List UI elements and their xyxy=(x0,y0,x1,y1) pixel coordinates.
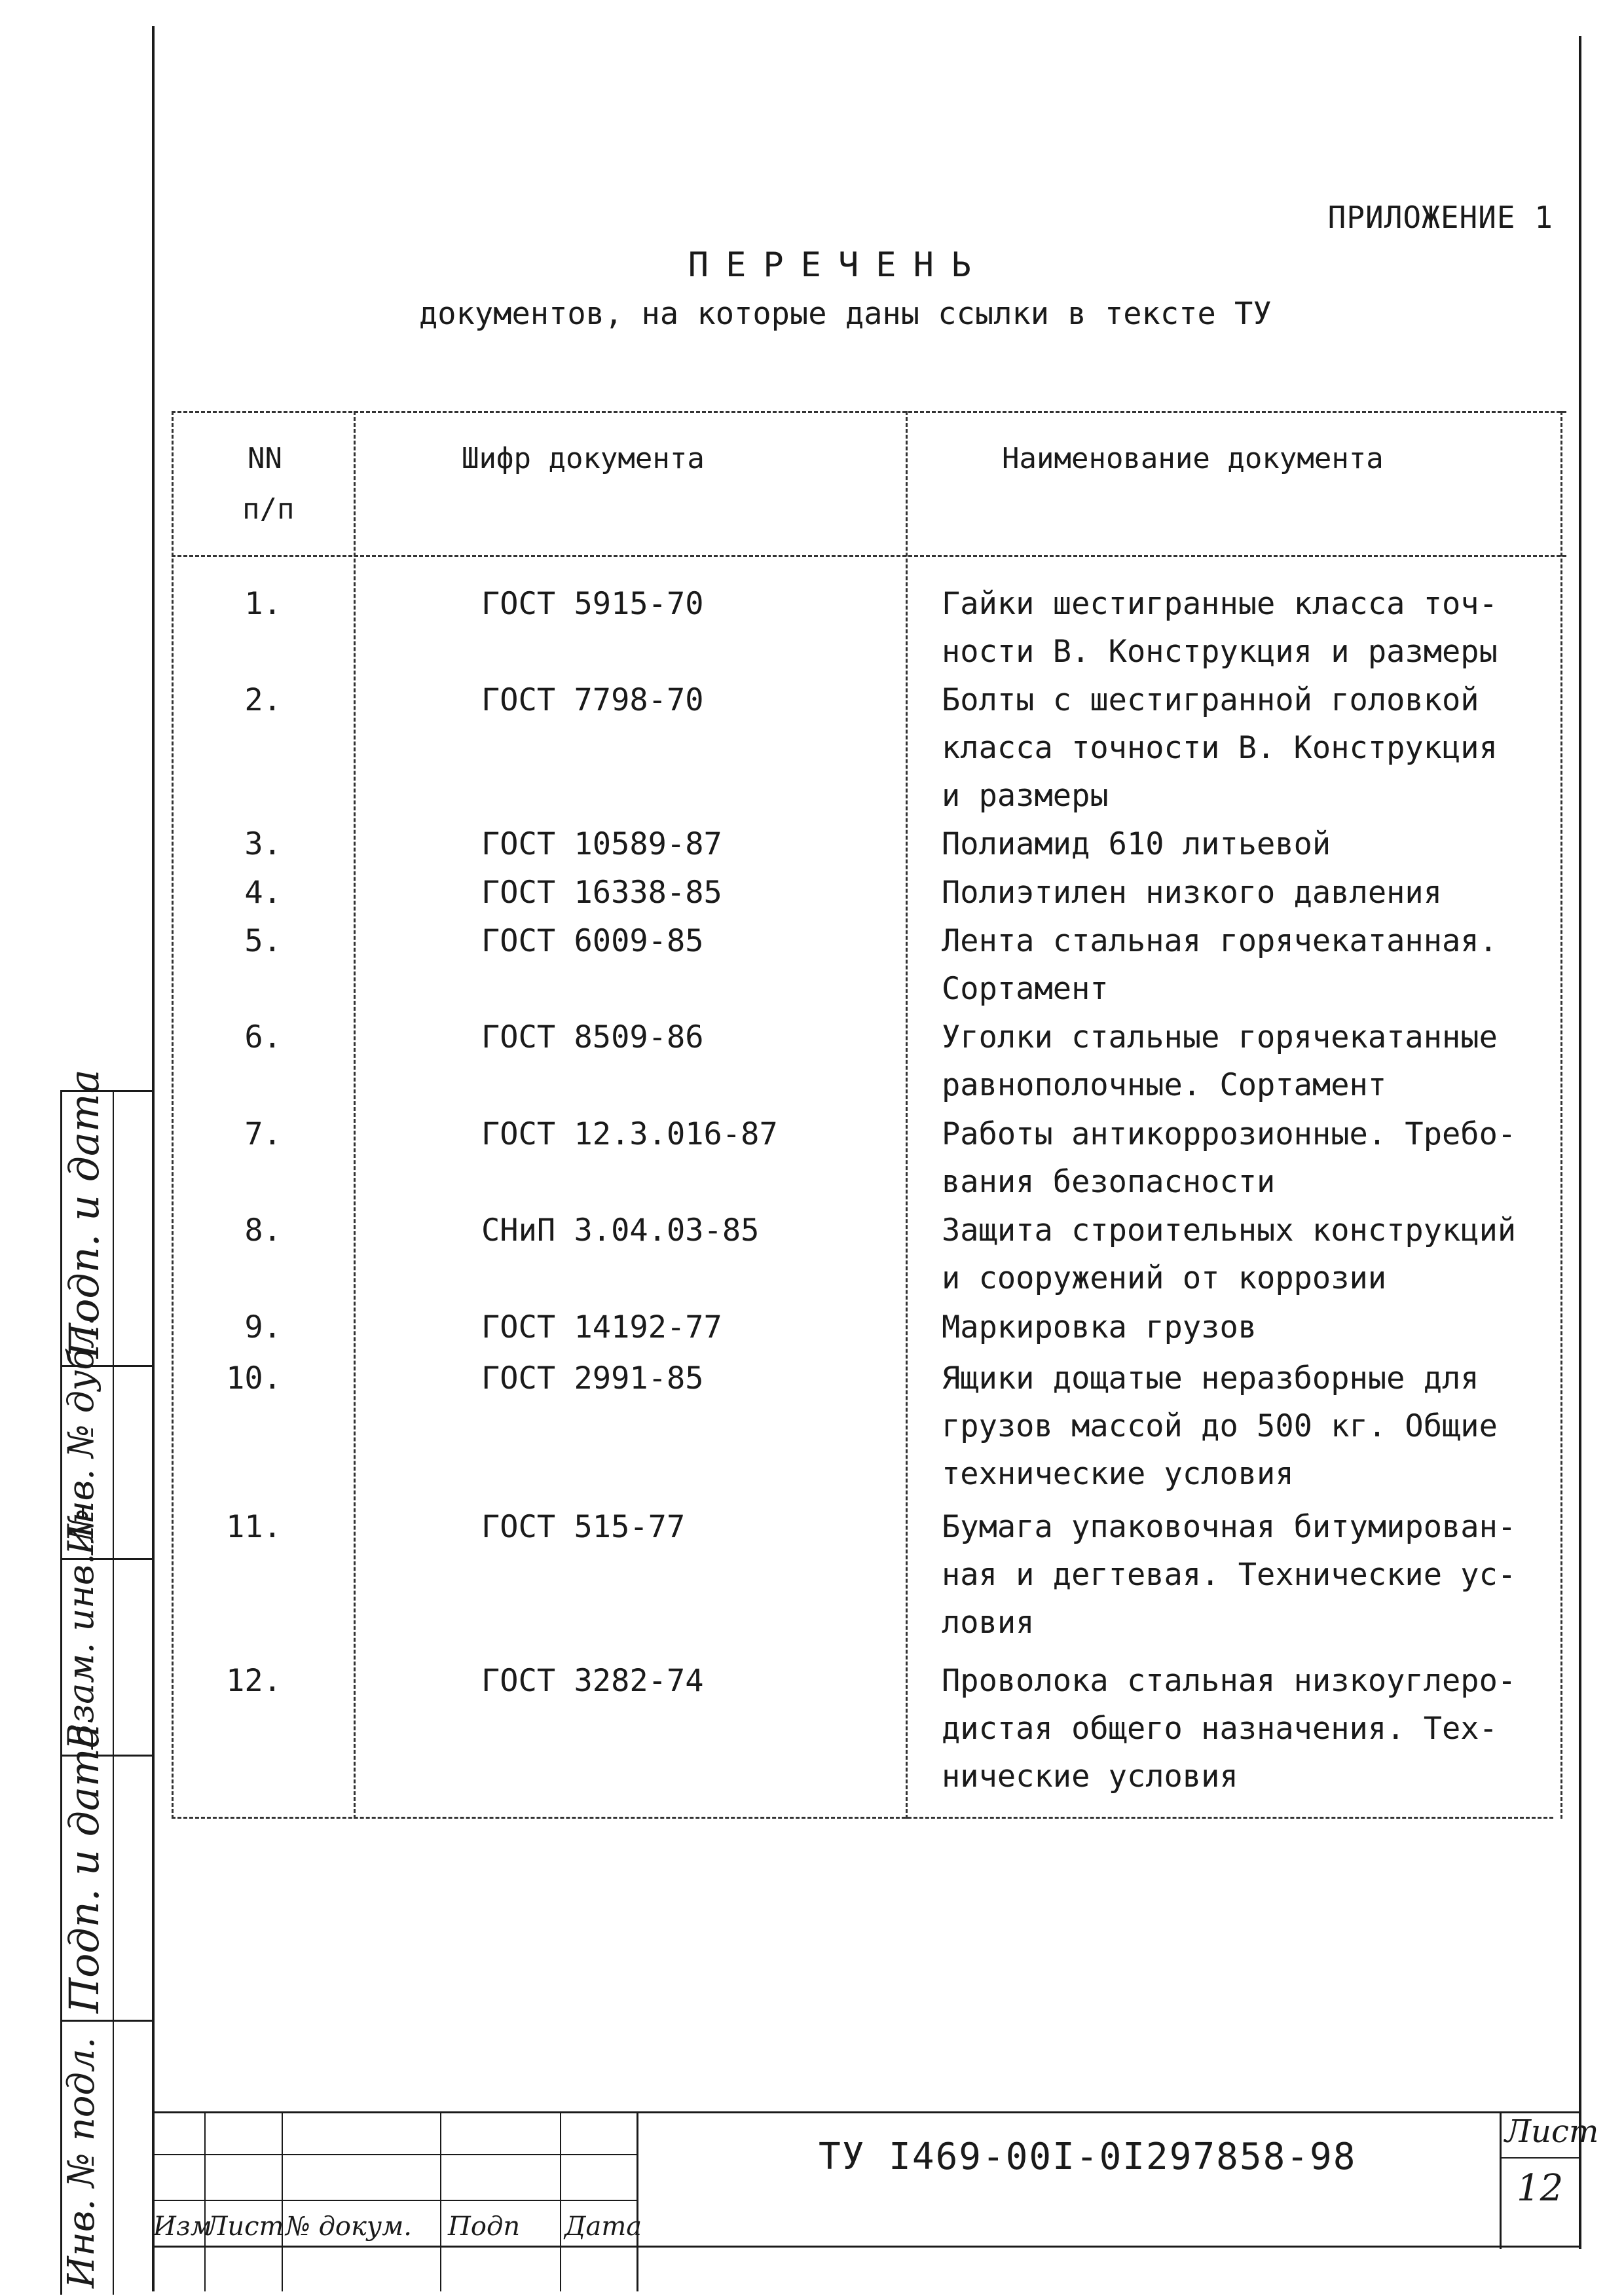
stamp-label-original-inv: Инв. № подл. xyxy=(60,2037,103,2288)
row-code: ГОСТ 7798-70 xyxy=(481,682,704,718)
label-doc-number: № докум. xyxy=(286,2212,412,2242)
title-block-col-line xyxy=(560,2111,561,2291)
row-number: 4. xyxy=(244,875,282,911)
table-top-border xyxy=(172,411,1566,413)
row-number: 1. xyxy=(244,586,282,622)
row-code: ГОСТ 14192-77 xyxy=(481,1309,722,1345)
frame-bottom-border xyxy=(152,2246,1581,2248)
header-name: Наименование документа xyxy=(1002,442,1384,475)
row-name-line: дистая общего назначения. Тех- xyxy=(942,1711,1498,1747)
row-code: ГОСТ 6009-85 xyxy=(481,923,704,959)
row-name-line: ловия xyxy=(942,1605,1035,1641)
row-name-line: Сортамент xyxy=(942,971,1109,1007)
row-name-line: Болты с шестигранной головкой xyxy=(942,682,1479,718)
stamp-label-sign-date-top: Подп. и дата xyxy=(60,1069,108,1358)
row-name-line: Проволока стальная низкоуглеро- xyxy=(942,1663,1517,1699)
title-block-row-line xyxy=(152,2154,637,2155)
title-block-sheet-divider xyxy=(1500,2111,1502,2249)
row-code: ГОСТ 2991-85 xyxy=(481,1360,704,1396)
row-name-line: Гайки шестигранные класса точ- xyxy=(942,586,1498,622)
row-code: ГОСТ 3282-74 xyxy=(481,1663,704,1699)
row-name-line: и сооружений от коррозии xyxy=(942,1260,1387,1296)
row-name-line: технические условия xyxy=(942,1456,1294,1492)
row-code: ГОСТ 515-77 xyxy=(481,1509,686,1545)
stamp-divider xyxy=(60,2020,152,2022)
row-name-line: Бумага упаковочная битумирован- xyxy=(942,1509,1517,1545)
title-block-col-line xyxy=(282,2111,283,2291)
row-name-line: Полиамид 610 литьевой xyxy=(942,826,1331,862)
stamp-label-replace-inv: Взам. инв. № xyxy=(60,1508,101,1749)
row-name-line: ная и дегтевая. Технические ус- xyxy=(942,1557,1517,1593)
table-right-border xyxy=(1560,411,1562,1819)
frame-left-border xyxy=(152,26,155,2291)
title-block-col-line xyxy=(637,2111,638,2291)
row-number: 5. xyxy=(244,923,282,959)
row-number: 8. xyxy=(244,1212,282,1248)
row-name-line: Маркировка грузов xyxy=(942,1309,1257,1345)
row-name-line: нические условия xyxy=(942,1758,1238,1795)
stamp-label-duplicate-inv: Инв. № дубл. xyxy=(60,1315,101,1555)
page-title: ПЕРЕЧЕНЬ xyxy=(688,246,989,285)
row-number: 11. xyxy=(226,1509,282,1545)
table-col-divider-2 xyxy=(906,411,908,1819)
row-number: 9. xyxy=(244,1309,282,1345)
row-code: ГОСТ 5915-70 xyxy=(481,586,704,622)
label-signature: Подп xyxy=(448,2212,521,2242)
row-name-line: Лента стальная горячекатанная. xyxy=(942,923,1498,959)
row-number: 3. xyxy=(244,826,282,862)
row-number: 6. xyxy=(244,1019,282,1055)
document-code: ТУ I469-00I-0I297858-98 xyxy=(819,2136,1357,2178)
row-code: ГОСТ 16338-85 xyxy=(481,875,722,911)
page-subtitle: документов, на которые даны ссылки в тексте ТУ xyxy=(419,296,1272,332)
label-date: Дата xyxy=(564,2212,642,2242)
row-name-line: Уголки стальные горячекатанные xyxy=(942,1019,1498,1055)
header-code: Шифр документа xyxy=(462,442,705,475)
row-number: 7. xyxy=(244,1116,282,1152)
stamp-label-sign-date-bottom: Подп. и дата xyxy=(60,1724,108,2013)
row-name-line: Защита строительных конструкций xyxy=(942,1212,1517,1248)
title-block-col-line xyxy=(440,2111,441,2291)
title-block-row-line xyxy=(152,2200,637,2201)
sheet-label: Лист xyxy=(1505,2113,1599,2150)
title-block-sheet-line xyxy=(1500,2157,1581,2159)
row-name-line: Ящики дощатые неразборные для xyxy=(942,1360,1479,1396)
row-name-line: Полиэтилен низкого давления xyxy=(942,875,1443,911)
stamp-inner-line xyxy=(113,1090,114,2295)
row-code: ГОСТ 10589-87 xyxy=(481,826,722,862)
row-name-line: вания безопасности xyxy=(942,1164,1276,1200)
label-change: Изм xyxy=(153,2212,212,2242)
title-block-col-line xyxy=(204,2111,206,2291)
row-name-line: и размеры xyxy=(942,778,1109,814)
row-name-line: класса точности В. Конструкция xyxy=(942,730,1498,766)
table-left-border xyxy=(172,411,174,1819)
sheet-number: 12 xyxy=(1517,2167,1564,2210)
header-num-line1: NN xyxy=(248,442,282,475)
title-block-top-line xyxy=(152,2111,1581,2113)
label-sheet: Лист xyxy=(206,2212,284,2242)
row-name-line: равнополочные. Сортамент xyxy=(942,1067,1387,1103)
row-name-line: ности В. Конструкция и размеры xyxy=(942,634,1498,670)
appendix-label: ПРИЛОЖЕНИЕ 1 xyxy=(1327,200,1553,235)
table-col-divider-1 xyxy=(354,411,356,1819)
row-number: 2. xyxy=(244,682,282,718)
frame-right-border xyxy=(1579,36,1581,2249)
row-number: 10. xyxy=(226,1360,282,1396)
table-bottom-border xyxy=(172,1817,1553,1819)
row-name-line: Работы антикоррозионные. Требо- xyxy=(942,1116,1517,1152)
header-num-line2: п/п xyxy=(242,492,295,526)
row-number: 12. xyxy=(226,1663,282,1699)
row-code: ГОСТ 8509-86 xyxy=(481,1019,704,1055)
table-header-separator xyxy=(172,555,1566,557)
row-name-line: грузов массой до 500 кг. Общие xyxy=(942,1408,1498,1444)
row-code: ГОСТ 12.3.016-87 xyxy=(481,1116,778,1152)
row-code: СНиП 3.04.03-85 xyxy=(481,1212,760,1248)
